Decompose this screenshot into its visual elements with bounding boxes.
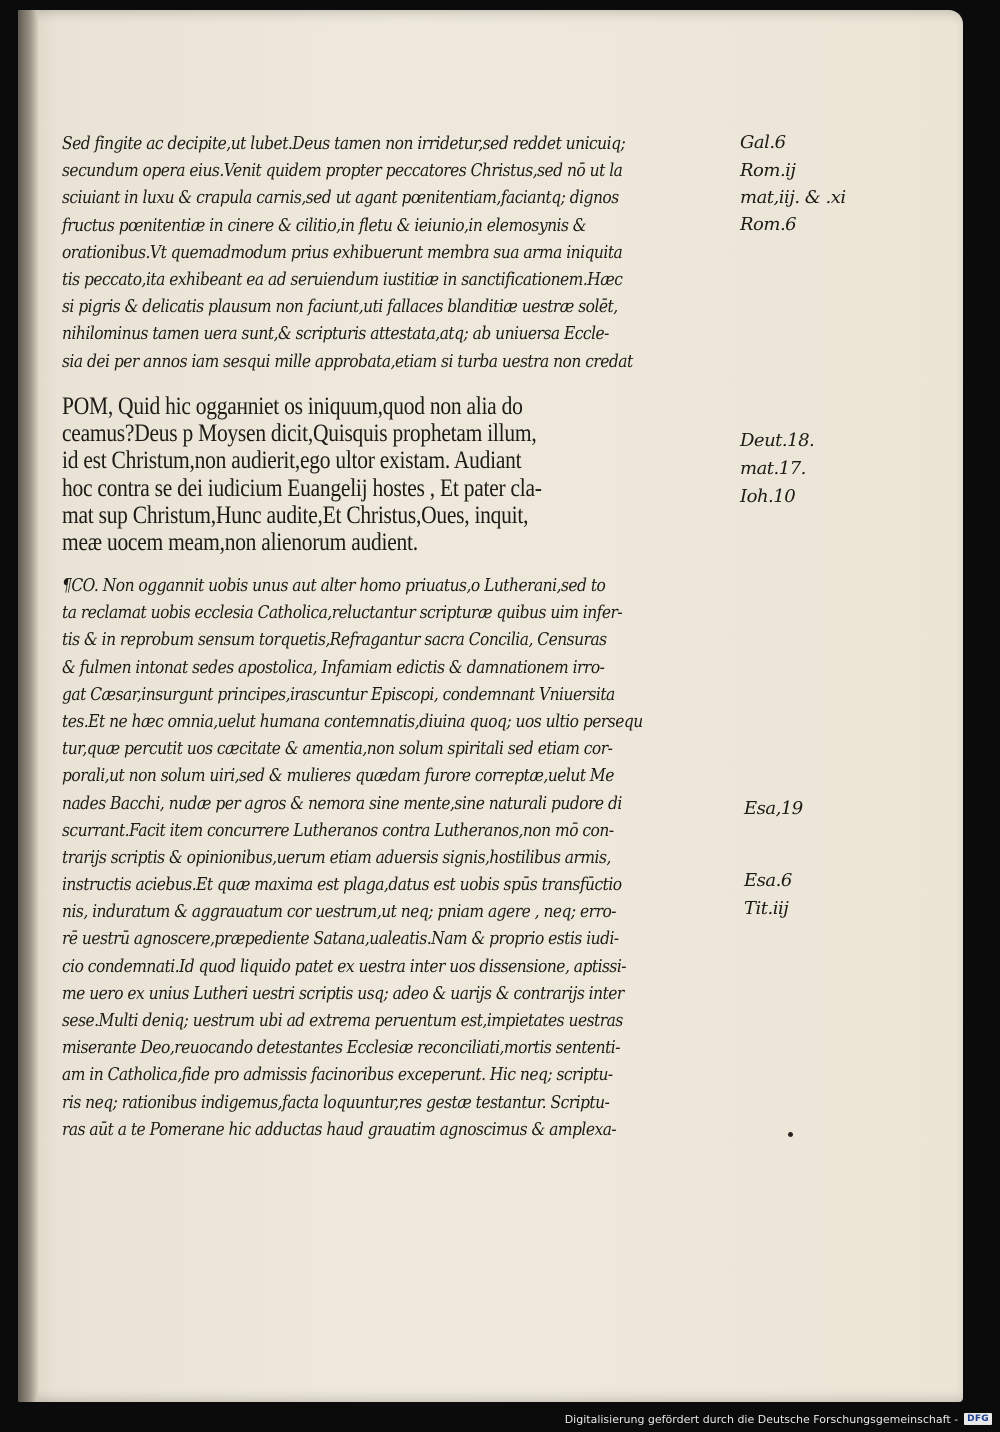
text-line: gat Cæsar,insurgunt principes,irascuntur Episcopi, condemnant Vniuersita — [62, 683, 615, 705]
footer-text: Digitalisierung gefördert durch die Deutsche Forschungsgemeinschaft - — [564, 1412, 959, 1426]
text-line: & fulmen intonat sedes apostolica, Infamiam edictis & damnationem irro- — [62, 656, 605, 678]
text-line: POM, Quid hic oggанniet os iniquum,quod non alia do — [62, 393, 523, 420]
text-line: cio condemnati.Id quod liquido patet ex uestra inter uos dissensione, aptissi- — [62, 955, 627, 977]
text-line: instructis aciebus.Et quæ maxima est plaga,datus est uobis spūs transfūctio — [62, 874, 622, 896]
text-line: ta reclamat uobis ecclesia Catholica,reluctantur scripturæ quibus uim infer- — [62, 602, 623, 624]
text-line: porali,ut non solum uiri,sed & mulieres quædam furore correptæ,uelut Me — [62, 765, 614, 787]
text-line: me uero ex unius Lutheri uestri scriptis usq; adeo & uarijs & contrarijs inter — [62, 982, 624, 1004]
text-line: nis, induratum & aggrauatum cor uestrum,ut neq; pniam agere , neq; erro- — [62, 901, 616, 923]
text-line: id est Christum,non audierit,ego ultor existam. Audiant — [62, 447, 522, 475]
text-line: tis & in reprobum sensum torquetis,Refragantur sacra Concilia, Censuras — [62, 629, 607, 651]
text-line: nades Bacchi, nudæ per agros & nemora sine mente,sine naturali pudore di — [62, 792, 622, 814]
book-spine-shadow — [18, 10, 38, 1402]
text-line: meæ uocem meam,non alienorum audient. — [62, 528, 418, 556]
text-line: secundum opera eius.Venit quidem propter peccatores Christus,sed nō ut la — [62, 160, 623, 182]
text-line: ¶CO. Non oggannit uobis unus aut alter homo priuatus,o Lutherani,sed to — [62, 575, 606, 596]
margin-note-deut: Deut.18. — [740, 430, 815, 451]
margin-note-mat: mat,iij. & .xi — [740, 187, 846, 208]
margin-note-tit: Tit.iij — [744, 898, 789, 919]
text-line: ceamus?Deus p Moysen dicit,Quisquis prophetam illum, — [62, 420, 537, 448]
margin-note-gal: Gal.6 — [740, 132, 786, 153]
margin-note-esa-6: Esa.6 — [744, 870, 792, 891]
margin-note-rom-6: Rom.6 — [740, 214, 797, 235]
text-line: tes.Et ne hæc omnia,uelut humana contemnatis,diuina quoq; uos ultio persequ — [62, 710, 643, 732]
text-line: mat sup Christum,Hunc audite,Et Christus,Oues, inquit, — [62, 501, 529, 529]
text-block-opening — [62, 130, 726, 375]
text-line: miserante Deo,reuocando detestantes Ecclesiæ reconciliati,mortis sententi- — [62, 1037, 620, 1059]
text-line: am in Catholica,fide pro admissis facinoribus exceperunt. Hic neq; scriptu- — [62, 1064, 613, 1086]
text-line: rē uestrū agnoscere,præpediente Satana,ualeatis.Nam & proprio estis iudi- — [62, 928, 619, 950]
text-line: ras aūt a te Pomerane hic adductas haud grauatim agnoscimus & amplexa- — [62, 1118, 617, 1140]
text-line: sia dei per annos iam sesqui mille approbata,etiam si turba uestra non credat — [62, 350, 633, 372]
text-line: tis peccato,ita exhibeant ea ad seruiendum iustitiæ in sanctificationem.Hæc — [62, 268, 623, 290]
text-block-pom-speech — [62, 392, 620, 555]
text-line: ris neq; rationibus indigemus,facta loquuntur,res gestæ testantur. Scriptu- — [62, 1091, 610, 1113]
margin-note-esa-19: Esa,19 — [744, 798, 803, 819]
text-line: sese.Multi deniq; uestrum ubi ad extrema peruentum est,impietates uestras — [62, 1010, 623, 1031]
text-line: Sed fingite ac decipite,ut lubet.Deus tamen non irridetur,sed reddet unicuiq; — [62, 133, 626, 154]
ink-mark — [788, 1132, 793, 1137]
dfg-logo-icon: DFG — [964, 1413, 992, 1425]
text-line: scurrant.Facit item concurrere Lutheranos contra Lutheranos,non mō con- — [62, 819, 614, 841]
margin-note-rom: Rom.ij — [740, 160, 796, 181]
margin-note-ioh: Ioh.10 — [740, 486, 796, 507]
text-line: tur,quæ percutit uos cæcitate & amentia,non solum spiritali sed etiam cor- — [62, 738, 613, 760]
text-block-co-speech — [62, 572, 737, 1143]
text-line: si pigris & delicatis plausum non faciunt,uti fallaces blanditiæ uestræ solēt, — [62, 296, 618, 318]
text-line: trarijs scriptis & opinionibus,uerum etiam aduersis signis,hostilibus armis, — [62, 846, 611, 868]
book-page — [18, 10, 963, 1402]
text-line: orationibus.Vt quemadmodum prius exhibuerunt membra sua arma iniquita — [62, 241, 623, 263]
text-line: hoc contra se dei iudicium Euangelij hostes , Et pater cla- — [62, 474, 542, 502]
text-line: nihilominus tamen uera sunt,& scripturis attestata,atq; ab uniuersa Eccle- — [62, 323, 609, 345]
digitization-footer — [565, 1410, 992, 1428]
text-line: fructus pœnitentiæ in cinere & cilitio,in fletu & ieiunio,in elemosynis & — [62, 214, 587, 236]
margin-note-mat-17: mat.17. — [740, 458, 806, 479]
text-line: sciuiant in luxu & crapula carnis,sed ut agant pœnitentiam,faciantq; dignos — [62, 187, 619, 209]
